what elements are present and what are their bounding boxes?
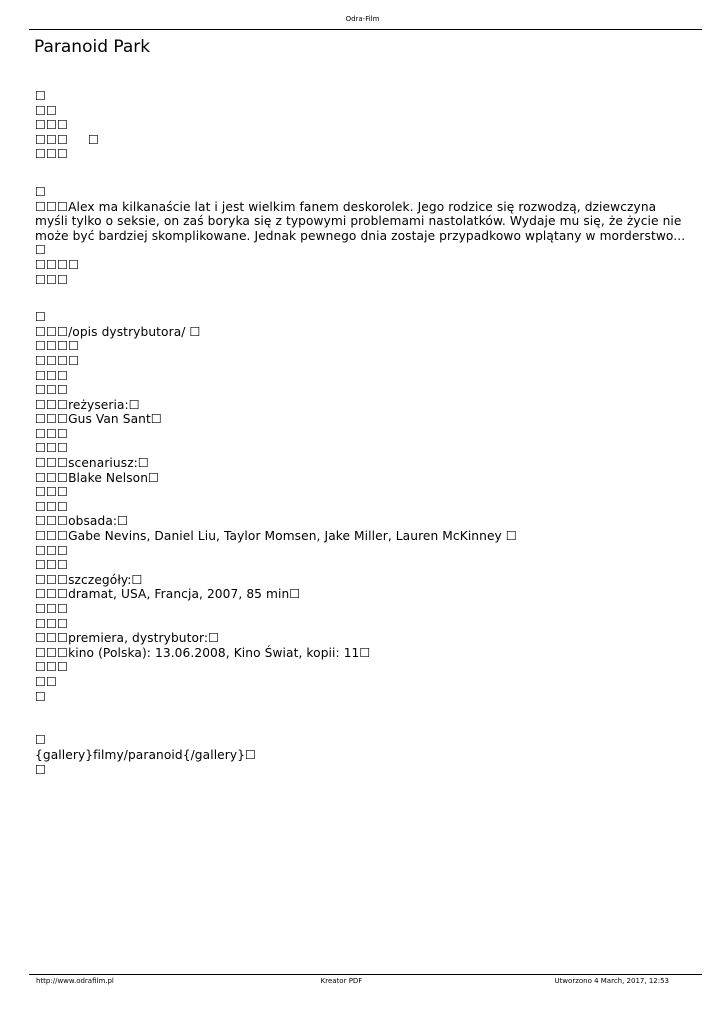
gallery-tag: {gallery}filmy/paranoid{/gallery}☐ xyxy=(35,747,257,762)
footer-url: http://www.odrafilm.pl xyxy=(36,977,114,985)
body-line: ☐☐☐☐ xyxy=(35,339,80,354)
body-line: ☐☐☐ ☐ xyxy=(35,132,99,147)
spacer xyxy=(35,719,690,734)
body-line: ☐ xyxy=(35,733,47,748)
body-line: ☐☐☐ xyxy=(35,660,69,675)
footer-divider xyxy=(29,974,702,975)
screenplay-label: ☐☐☐scenariusz:☐ xyxy=(35,456,149,471)
body-line: ☐ xyxy=(35,762,47,777)
synopsis-paragraph: ☐☐☐Alex ma kilkanaście lat i jest wielkim fanem deskorolek. Jego rodzice się rozwodzą, dziewczyna myśli tylko o seksie, on zaś boryka się z typowymi problemami nastolatków. Wydaje mu się, że życie nie może być bardziej skomplikowane. Jednak pewnego dnia zostaje przypadkowo wplątany w morderstwo... ☐ xyxy=(35,199,686,258)
body-line: ☐☐☐ xyxy=(35,272,69,287)
body-line: ☐☐☐ xyxy=(35,558,69,573)
spacer xyxy=(35,287,690,310)
body-line: ☐☐☐ xyxy=(35,499,69,514)
body-line: ☐☐☐ xyxy=(35,368,69,383)
body-line: ☐☐☐ xyxy=(35,383,69,398)
details-label: ☐☐☐szczegóły:☐ xyxy=(35,572,143,587)
premiere-value: ☐☐☐kino (Polska): 13.06.2008, Kino Świat, kopii: 11☐ xyxy=(35,645,371,660)
site-name-header: Odra-Film xyxy=(345,15,380,23)
body-line: ☐☐☐ xyxy=(35,147,69,162)
body-line: ☐ xyxy=(35,89,47,103)
premiere-label: ☐☐☐premiera, dystrybutor:☐ xyxy=(35,631,220,646)
body-line: ☐☐☐ xyxy=(35,441,69,456)
details-value: ☐☐☐dramat, USA, Francja, 2007, 85 min☐ xyxy=(35,587,301,602)
body-line: ☐ xyxy=(35,184,47,199)
footer-generator: Kreator PDF xyxy=(320,977,363,985)
body-line: ☐☐☐ xyxy=(35,426,69,441)
footer-created-timestamp: Utworzono 4 March, 2017, 12:53 xyxy=(554,977,669,985)
body-line: ☐ xyxy=(35,310,47,325)
spacer xyxy=(35,162,690,185)
body-line: ☐☐☐ xyxy=(35,616,69,631)
cast-value: ☐☐☐Gabe Nevins, Daniel Liu, Taylor Momsen, Jake Miller, Lauren McKinney ☐ xyxy=(35,529,517,544)
body-line: ☐☐☐☐ xyxy=(35,257,80,272)
body-line: ☐☐☐☐ xyxy=(35,353,80,368)
cast-label: ☐☐☐obsada:☐ xyxy=(35,514,129,529)
body-line: ☐☐☐ xyxy=(35,602,69,616)
body-line: ☐☐ xyxy=(35,103,58,118)
body-line: ☐☐☐ xyxy=(35,485,69,500)
body-line: ☐ xyxy=(35,689,47,704)
page-title: Paranoid Park xyxy=(34,37,151,57)
director-label: ☐☐☐reżyseria:☐ xyxy=(35,397,140,412)
distributor-note: ☐☐☐/opis dystrybutora/ ☐ xyxy=(35,324,201,339)
body-line: ☐☐☐ xyxy=(35,543,69,558)
screenplay-value: ☐☐☐Blake Nelson☐ xyxy=(35,470,160,485)
header-divider xyxy=(29,29,702,30)
director-value: ☐☐☐Gus Van Sant☐ xyxy=(35,412,162,427)
spacer xyxy=(35,704,690,719)
body-line: ☐☐☐ xyxy=(35,118,69,133)
body-line: ☐☐ xyxy=(35,674,58,689)
document-body xyxy=(35,89,690,777)
